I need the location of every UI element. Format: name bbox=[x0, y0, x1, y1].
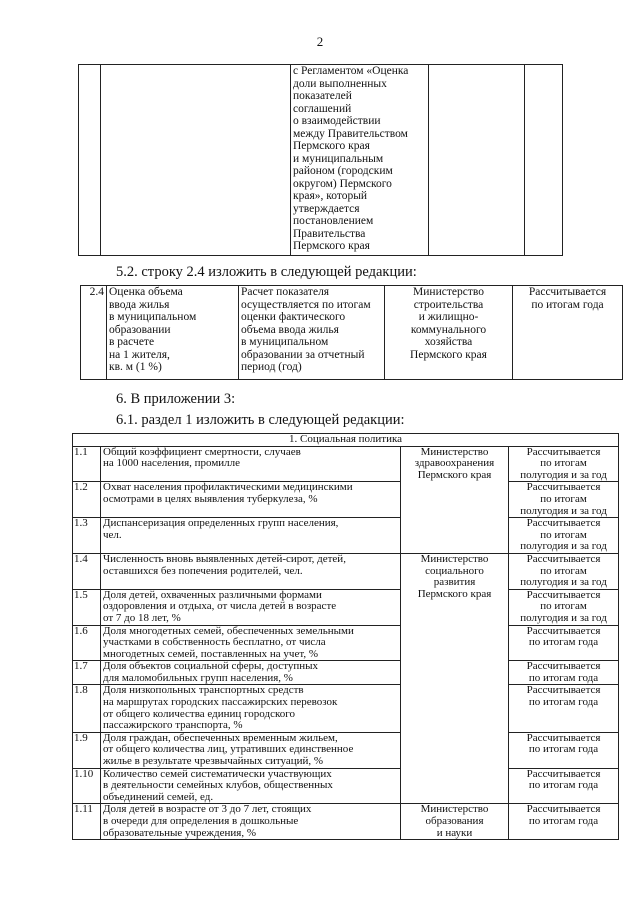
row-number: 2.4 bbox=[81, 286, 107, 380]
calculation-method: Расчет показателя осуществляется по итогам оценки фактического объема ввода жилья в муниципальном образовании за отчетный период (год) bbox=[239, 286, 385, 380]
ministry-social: Министерство социального развития Пермского края bbox=[401, 553, 509, 803]
table-row: 1.4 Численность вновь выявленных детей-сирот, детей, оставшихся без попечения родителей, чел. Министерство социального развития Пермского края Рассчитывается по итогам полугодия и за год bbox=[73, 553, 619, 589]
ministry-health: Министерство здравоохранения Пермского края bbox=[401, 446, 509, 553]
page-number: 2 bbox=[316, 34, 324, 49]
row-2-4-table bbox=[80, 285, 623, 380]
table-row: 1.7 Доля объектов социальной сферы, доступных для маломобильных групп населения, % Рассчитывается по итогам года bbox=[73, 661, 619, 685]
section-title: 1. Социальная политика bbox=[73, 434, 619, 447]
table-row: 1.6 Доля многодетных семей, обеспеченных земельными участками в собственность бесплатно, от числа многодетных семей, поставленных на учет, % Рассчитывается по итогам года bbox=[73, 625, 619, 661]
table-row: 1.2 Охват населения профилактическими медицинскими осмотрами в целях выявления туберкулеза, % Рассчитывается по итогам полугодия и за год bbox=[73, 482, 619, 518]
table-row: 1.10 Количество семей систематически участвующих в деятельности семейных клубов, общественных объединений семей, ед. Рассчитывается по итогам года bbox=[73, 768, 619, 804]
paragraph-6-1: 6.1. раздел 1 изложить в следующей редакции: bbox=[116, 412, 405, 428]
table-row: 1.1 Общий коэффициент смертности, случаев на 1000 населения, промилле Министерство здравоохранения Пермского края Рассчитывается по итогам полугодия и за год bbox=[73, 446, 619, 482]
table-row: 1.11 Доля детей в возрасте от 3 до 7 лет, стоящих в очереди для определения в дошкольные образовательные учреждения, % Министерство образования и науки Рассчитывается по итогам года bbox=[73, 804, 619, 840]
previous-table-fragment bbox=[78, 64, 563, 256]
section-1-table bbox=[72, 433, 619, 840]
indicator-name: Оценка объема ввода жилья в муниципальном образовании в расчете на 1 жителя, кв. м (1 %) bbox=[107, 286, 239, 380]
calculation-period: Рассчитывается по итогам года bbox=[513, 286, 623, 380]
table-row: 1.8 Доля низкопольных транспортных средств на маршрутах городских пассажирских перевозок от общего количества единиц городского пассажирского транспорта, % Рассчитывается по итогам года bbox=[73, 685, 619, 732]
table-row: 1.3 Диспансеризация определенных групп населения, чел. Рассчитывается по итогам полугодия и за год bbox=[73, 518, 619, 554]
paragraph-6: 6. В приложении 3: bbox=[116, 391, 236, 407]
table-row: 1.9 Доля граждан, обеспеченных временным жильем, от общего количества лиц, утративших единственное жилье в результате чрезвычайных ситуаций, % Рассчитывается по итогам года bbox=[73, 732, 619, 768]
responsible-ministry: Министерство строительства и жилищно- коммунального хозяйства Пермского края bbox=[385, 286, 513, 380]
ministry-education: Министерство образования и науки bbox=[401, 804, 509, 840]
paragraph-5-2: 5.2. строку 2.4 изложить в следующей редакции: bbox=[116, 264, 417, 280]
table-row: 1.5 Доля детей, охваченных различными формами оздоровления и отдыха, от числа детей в возрасте от 7 до 18 лет, % Рассчитывается по итогам полугодия и за год bbox=[73, 589, 619, 625]
regulation-text: с Регламентом «Оценка доли выполненных показателей соглашений о взаимодействии между Правительством Пермского края и муниципальным районом (городским округом) Пермского края», который утверждается постановлением Правительства Пермского края bbox=[291, 65, 429, 256]
